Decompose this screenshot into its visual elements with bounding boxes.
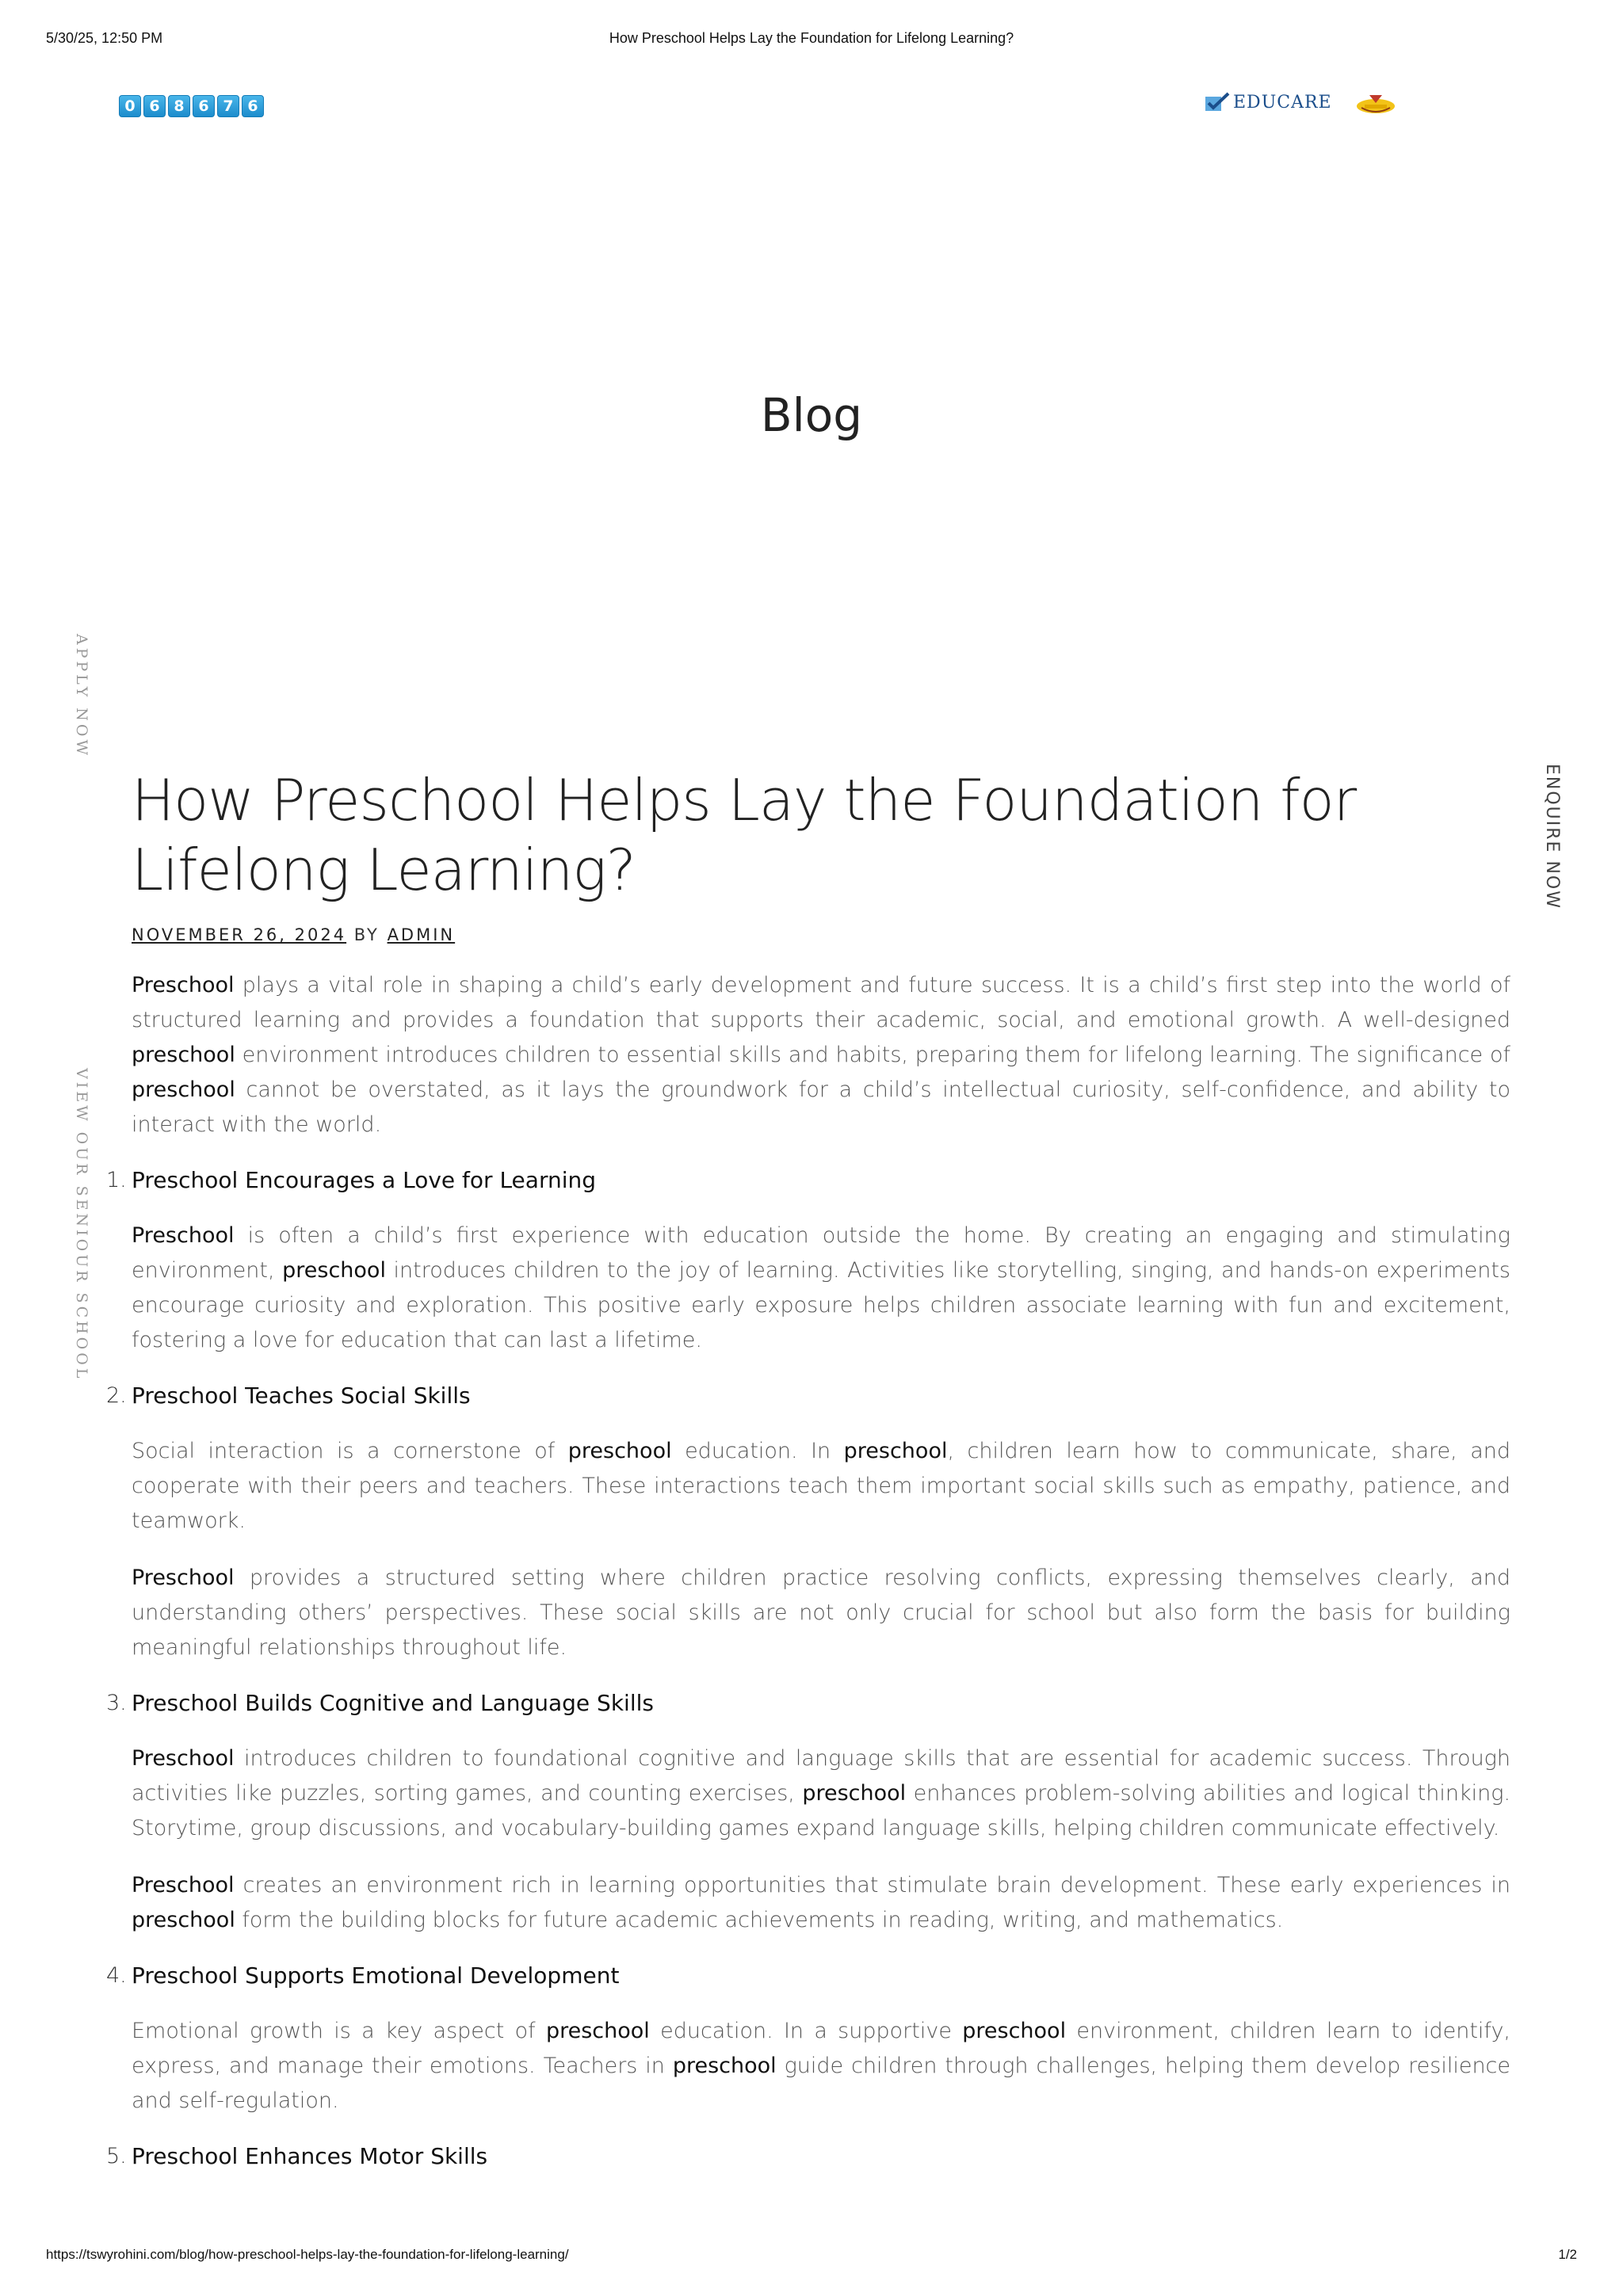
page-url: https://tswyrohini.com/blog/how-preschool-helps-lay-the-foundation-for-lifelong-learning/ [46,2247,569,2262]
section-paragraph [132,2014,1510,2119]
print-date: 5/30/25, 12:50 PM [46,30,163,46]
counter-digit: 6 [242,95,264,117]
paragraph-text: education. In a supportive [649,2019,963,2043]
section-list [106,1165,1511,2172]
keyword-link[interactable]: Preschool [132,1223,235,1248]
counter-digit: 8 [168,95,190,117]
section-paragraph [132,1219,1510,1358]
paragraph-text: form the building blocks for future academic achievements in reading, writing, and mathematics. [235,1908,1284,1932]
visitor-counter [119,95,264,117]
counter-digit: 6 [143,95,166,117]
section-item [106,2141,1510,2172]
keyword-link[interactable]: preschool [282,1258,386,1283]
section-title: Preschool Enhances Motor Skills [132,2143,488,2169]
section-number: 3. [106,1691,127,1715]
keyword-link[interactable]: Preschool [132,1746,235,1771]
counter-digit: 7 [217,95,239,117]
print-header [46,30,1577,51]
section-title: Preschool Encourages a Love for Learning [132,1167,597,1193]
section-title: Preschool Builds Cognitive and Language Skills [132,1690,654,1716]
section-title: Preschool Teaches Social Skills [132,1383,471,1409]
section-number: 1. [106,1168,127,1192]
article-title: How Preschool Helps Lay the Foundation for Lifelong Learning? [132,767,1357,903]
paragraph-text: , children learn how to communicate, share, and cooperate with their peers and teachers. These interactions teach them important social skills such as empathy, patience, and teamwork. [132,1439,1510,1533]
keyword-link[interactable]: preschool [567,1439,672,1463]
article-meta [132,925,1510,944]
keyword-link[interactable]: preschool [843,1439,948,1463]
keyword-link[interactable]: preschool [962,2019,1067,2043]
keyword-link[interactable]: preschool [545,2019,650,2043]
paragraph-text: introduces children to foundational cognitive and language skills that are essential for academic success. Through activities like puzzles, sorting games, and counting exercises, [132,1746,1510,1806]
keyword-link[interactable]: Preschool [132,1566,235,1590]
paragraph-text: guide children through challenges, helping them develop resilience and self-regulation. [132,2054,1511,2113]
paragraph-text: is often a child’s first experience with education outside the home. By creating an engaging and stimulating environment, [132,1223,1510,1283]
keyword-link[interactable]: Preschool [132,1873,235,1897]
paragraph-text: Social interaction is a cornerstone of [132,1439,568,1463]
paragraph-text: education. In [671,1439,844,1463]
school-emblem-icon[interactable] [1354,90,1398,119]
paragraph-text: cannot be overstated, as it lays the groundwork for a child’s intellectual curiosity, self-confidence, and ability to interact with the world. [132,1077,1510,1137]
paragraph-text: environment introduces children to essential skills and habits, preparing them for lifelong learning. The significance of [235,1043,1510,1067]
keyword-link[interactable]: Preschool [132,973,235,997]
keyword-link[interactable]: preschool [132,1043,235,1067]
paragraph-text: Emotional growth is a key aspect of [132,2019,546,2043]
section-number: 5. [106,2144,127,2168]
checkmark-icon [1205,92,1230,113]
section-item [106,1165,1511,1358]
keyword-link[interactable]: preschool [132,1908,235,1932]
enquire-now-link[interactable]: ENQUIRE NOW [1542,764,1562,910]
keyword-link[interactable]: preschool [802,1781,907,1806]
section-title: Preschool Supports Emotional Development [132,1962,620,1989]
apply-now-link[interactable]: APPLY NOW [73,634,90,759]
section-paragraph [132,1868,1510,1938]
section-item [106,1960,1511,2119]
section-paragraph [132,1741,1510,1846]
keyword-link[interactable]: preschool [672,2054,777,2078]
brand-name: EDUCARE [1233,92,1332,113]
counter-digit: 0 [119,95,141,117]
page-title: Blog [760,388,863,442]
section-number: 2. [106,1383,127,1408]
section-item [106,1380,1510,1665]
paragraph-text: environment, children learn to identify, express, and manage their emotions. Teachers in [132,2019,1511,2078]
post-date-link[interactable]: NOVEMBER 26, 2024 [132,925,347,944]
article-body [106,968,1511,2172]
paragraph-text: plays a vital role in shaping a child’s early development and future success. It is a child’s first step into the world of structured learning and provides a foundation that supports their academic, social, and emotional growth. A well-designed [132,973,1510,1032]
print-title: How Preschool Helps Lay the Foundation for Lifelong Learning? [609,30,1014,46]
section-paragraph [132,1561,1510,1665]
section-number: 4. [106,1963,127,1988]
paragraph-text: provides a structured setting where children practice resolving conflicts, expressing themselves clearly, and understanding others’ perspectives. These social skills are not only crucial for school but also form the basis for building meaningful relationships throughout life. [132,1566,1510,1660]
educare-logo[interactable] [1205,92,1332,113]
section-paragraph [132,1434,1510,1539]
by-label: BY [353,925,380,944]
print-footer [46,2247,1577,2266]
intro-paragraph [132,968,1510,1142]
section-item [106,1688,1510,1938]
page-number: 1/2 [1558,2247,1577,2262]
view-senior-school-link[interactable]: VIEW OUR SENIOUR SCHOOL [73,1068,90,1382]
paragraph-text: creates an environment rich in learning opportunities that stimulate brain development. These early experiences in [234,1873,1510,1897]
keyword-link[interactable]: preschool [132,1077,235,1102]
paragraph-text: enhances problem-solving abilities and logical thinking. Storytime, group discussions, and vocabulary-building games expand language skills, helping children communicate effectively. [132,1781,1510,1840]
author-link[interactable]: ADMIN [387,925,456,944]
article [106,765,1511,2195]
counter-digit: 6 [193,95,215,117]
paragraph-text: introduces children to the joy of learning. Activities like storytelling, singing, and hands-on experiments encourage curiosity and exploration. This positive early exposure helps children associate learning with fun and excitement, fostering a love for education that can last a lifetime. [132,1258,1511,1352]
